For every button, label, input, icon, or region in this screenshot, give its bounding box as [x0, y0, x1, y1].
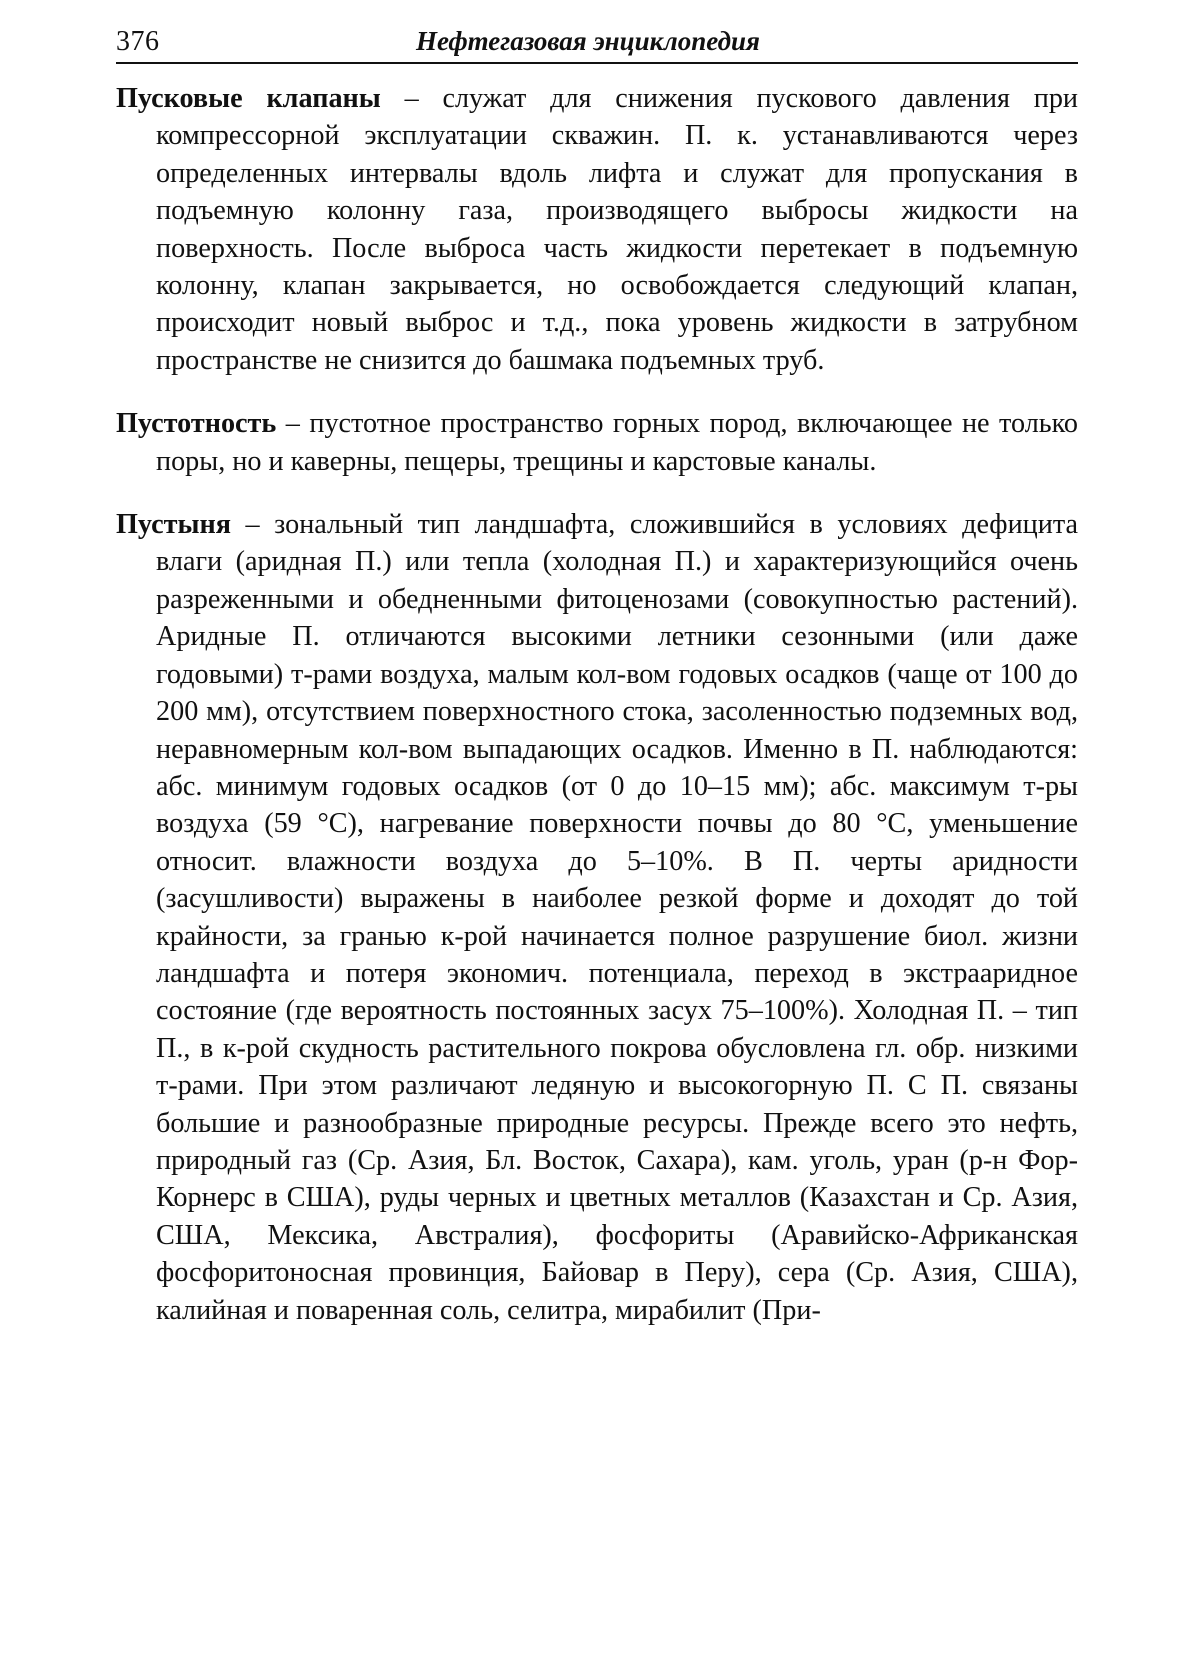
entry-term: Пусковые клапаны: [116, 83, 381, 114]
entry-term: Пустотность: [116, 408, 277, 440]
page-body: [116, 80, 1078, 1355]
entry-definition: – пустотное пространство горных пород, включающее не только поры, но и каверны, пещеры, трещины и карстовые каналы.: [156, 408, 1078, 477]
running-title: Нефтегазовая энциклопедия: [416, 26, 760, 56]
entry-definition: – зональный тип ландшафта, сложившийся в условиях дефицита влаги (аридная П.) или тепла (холодная П.) и характеризующийся очень разреженными и обедненными фитоценозами (совокупностью растений). Аридные П. отличаются высокими летники сезонными (или даже годовыми) т-рами воздуха, малым кол-вом годовых осадков (чаще от 100 до 200 мм), отсутствием поверхностного стока, засоленностью подземных вод, неравномерным кол-вом выпадающих осадков. Именно в П. наблюдаются: абс. минимум годовых осадков (от 0 до 10–15 мм); абс. максимум т-ры воздуха (59 °С), нагревание поверхности почвы до 80 °С, уменьшение относит. влажности воздуха до 5–10%. В П. черты аридности (засушливости) выражены в наиболее резкой форме и доходят до той крайности, за гранью к-рой начинается полное разрушение биол. жизни ландшафта и потеря экономич. потенциала, переход в экстрааридное состояние (где вероятность постоянных засух 75–100%). Холодная П. – тип П., в к-рой скудность растительного покрова обусловлена гл. обр. низкими т-рами. При этом различают ледяную и высокогорную П. С П. связаны большие и разнообразные природные ресурсы. Прежде всего это нефть, природный газ (Ср. Азия, Бл. Восток, Сахара), кам. уголь, уран (р-н Фор-Корнерс в США), руды черных и цветных металлов (Казахстан и Ср. Азия, США, Мексика, Австралия), фосфориты (Аравийско-Африканская фосфоритоносная провинция, Байовар в Перу), сера (Ср. Азия, США), калийная и поваренная соль, селитра, мирабилит (При-: [156, 509, 1078, 1326]
entry-pustotnost: [116, 405, 1078, 480]
page-number: 376: [116, 26, 160, 57]
entry-pustynya: [116, 506, 1078, 1329]
entry-pusk-klapany: [116, 80, 1078, 379]
entry-term: Пустыня: [116, 509, 232, 541]
entry-definition: – служат для снижения пускового давления при компрессорной эксплуатации скважин. П. к. устанавливаются через определенных интервалы вдоль лифта и служат для пропускания в подъемную колонну газа, производящего выбросы жидкости на поверхность. После выброса часть жидкости перетекает в подъемную колонну, клапан закрывается, но освобождается следующий клапан, происходит новый выброс и т.д., пока уровень жидкости в затрубном пространстве не снизится до башмака подъемных труб.: [156, 83, 1078, 376]
page-header: [116, 24, 1078, 64]
